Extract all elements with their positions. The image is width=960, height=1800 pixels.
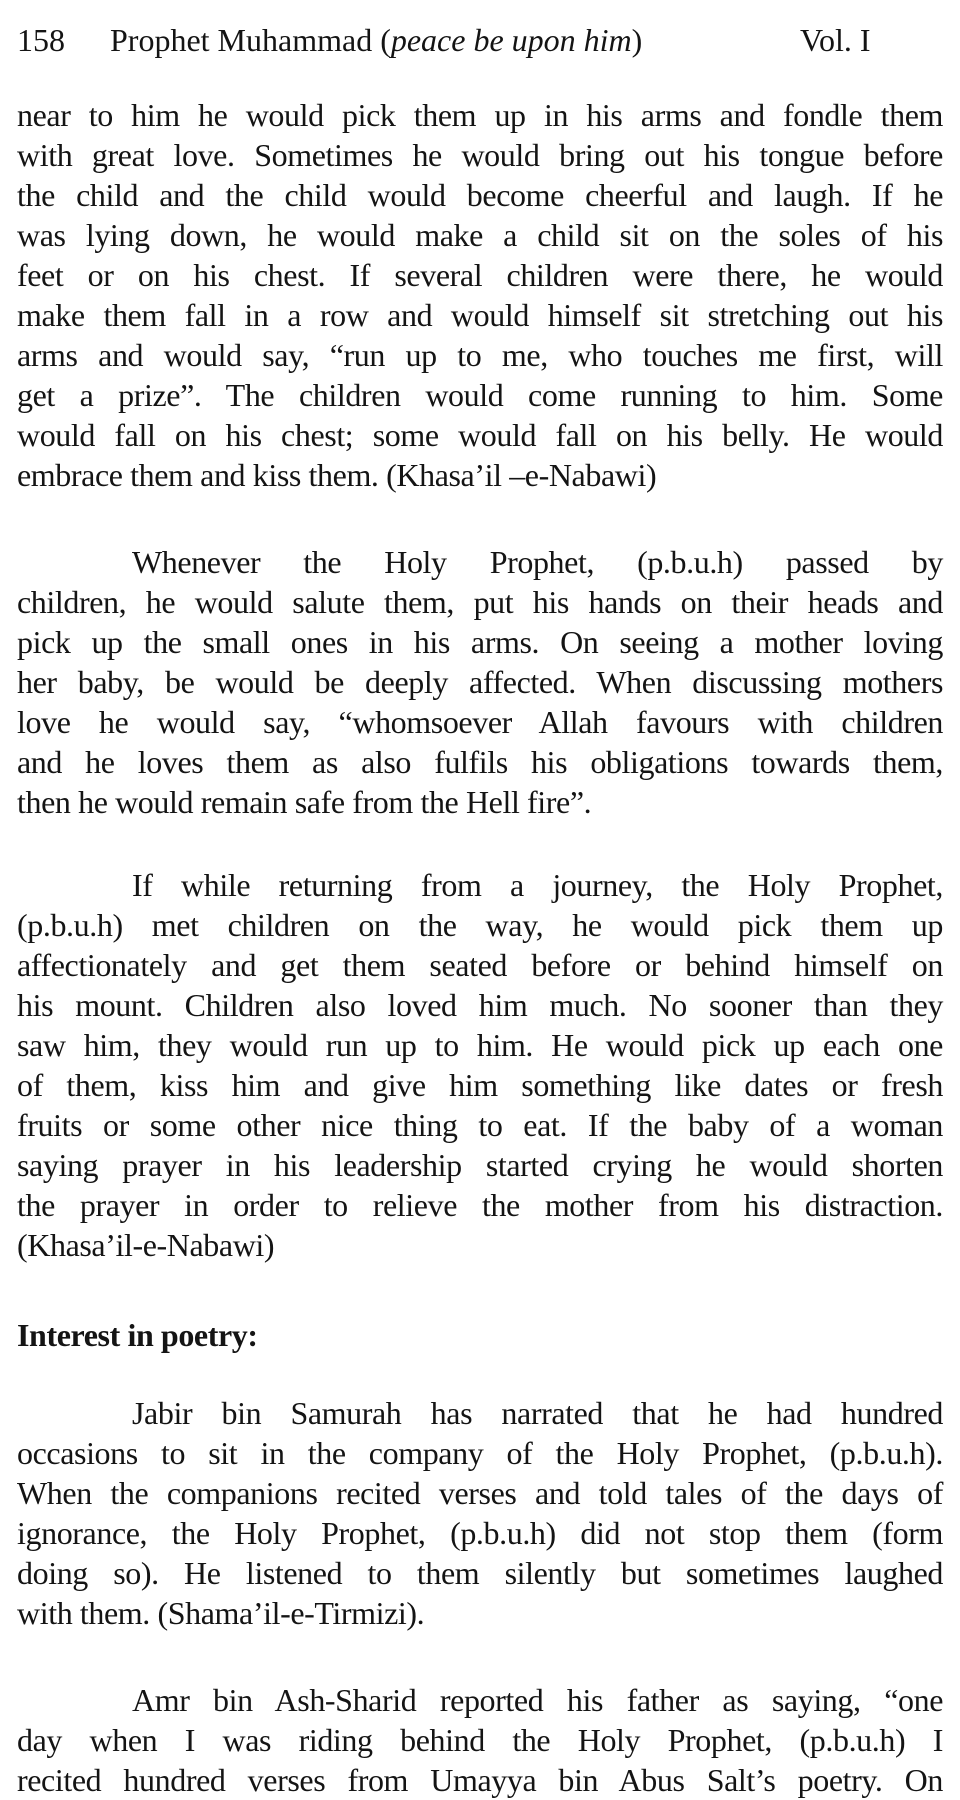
text-line: day when I was riding behind the Holy Prophet, (p.b.u.h) I: [17, 1722, 943, 1758]
text-line: Whenever the Holy Prophet, (p.b.u.h) passed by: [132, 544, 943, 580]
book-title-italic: peace be upon him: [390, 22, 632, 58]
text-line: When the companions recited verses and told tales of the days of: [17, 1475, 943, 1511]
text-line: doing so). He listened to them silently but sometimes laughed: [17, 1555, 943, 1591]
text-line: her baby, be would be deeply affected. When discussing mothers: [17, 664, 943, 700]
text-line: was lying down, he would make a child sit on the soles of his: [17, 217, 943, 253]
text-line: then he would remain safe from the Hell fire”.: [17, 784, 592, 820]
text-line: his mount. Children also loved him much. No sooner than they: [17, 987, 943, 1023]
text-line: near to him he would pick them up in his arms and fondle them: [17, 97, 943, 133]
paragraph-journey: [17, 865, 943, 1265]
text-line: the prayer in order to relieve the mother from his distraction.: [17, 1187, 943, 1223]
text-line: arms and would say, “run up to me, who touches me first, will: [17, 337, 943, 373]
text-line: pick up the small ones in his arms. On seeing a mother loving: [17, 624, 943, 660]
text-line: embrace them and kiss them. (Khasa’il –e-Nabawi): [17, 457, 657, 493]
book-title-main: Prophet Muhammad (: [110, 22, 391, 58]
volume-label: Vol. I: [800, 22, 871, 58]
text-line: children, he would salute them, put his hands on their heads and: [17, 584, 943, 620]
text-line: and he loves them as also fulfils his obligations towards them,: [17, 744, 943, 780]
text-line: with them. (Shama’il-e-Tirmizi).: [17, 1595, 425, 1631]
running-header: [17, 20, 943, 60]
text-line: recited hundred verses from Umayya bin Abus Salt’s poetry. On: [17, 1762, 943, 1798]
text-line: the child and the child would become cheerful and laugh. If he: [17, 177, 943, 213]
text-line: of them, kiss him and give him something like dates or fresh: [17, 1067, 943, 1103]
text-line: with great love. Sometimes he would bring out his tongue before: [17, 137, 943, 173]
text-line: saw him, they would run up to him. He would pick up each one: [17, 1027, 943, 1063]
text-line: affectionately and get them seated before or behind himself on: [17, 947, 943, 983]
text-line: make them fall in a row and would himself sit stretching out his: [17, 297, 943, 333]
paragraph-jabir: [17, 1393, 943, 1633]
text-line: love he would say, “whomsoever Allah favours with children: [17, 704, 943, 740]
text-line: saying prayer in his leadership started crying he would shorten: [17, 1147, 943, 1183]
text-line: ignorance, the Holy Prophet, (p.b.u.h) did not stop them (form: [17, 1515, 943, 1551]
text-line: occasions to sit in the company of the Holy Prophet, (p.b.u.h).: [17, 1435, 943, 1471]
paragraph-amr: [17, 1680, 943, 1800]
page-number: 158: [17, 22, 65, 58]
text-line: would fall on his chest; some would fall on his belly. He would: [17, 417, 943, 453]
book-title: [110, 20, 642, 60]
paragraph-salute-children: [17, 542, 943, 822]
section-heading: Interest in poetry:: [17, 1317, 258, 1353]
text-line: (p.b.u.h) met children on the way, he would pick them up: [17, 907, 943, 943]
text-line: feet or on his chest. If several children were there, he would: [17, 257, 943, 293]
text-line: (Khasa’il-e-Nabawi): [17, 1227, 275, 1263]
book-title-close: ): [631, 22, 643, 58]
text-line: Jabir bin Samurah has narrated that he had hundred: [132, 1395, 943, 1431]
text-line: get a prize”. The children would come running to him. Some: [17, 377, 943, 413]
paragraph-children-play: [17, 95, 943, 495]
text-line: Amr bin Ash-Sharid reported his father as saying, “one: [132, 1682, 943, 1718]
text-line: fruits or some other nice thing to eat. If the baby of a woman: [17, 1107, 943, 1143]
text-line: If while returning from a journey, the Holy Prophet,: [132, 867, 943, 903]
